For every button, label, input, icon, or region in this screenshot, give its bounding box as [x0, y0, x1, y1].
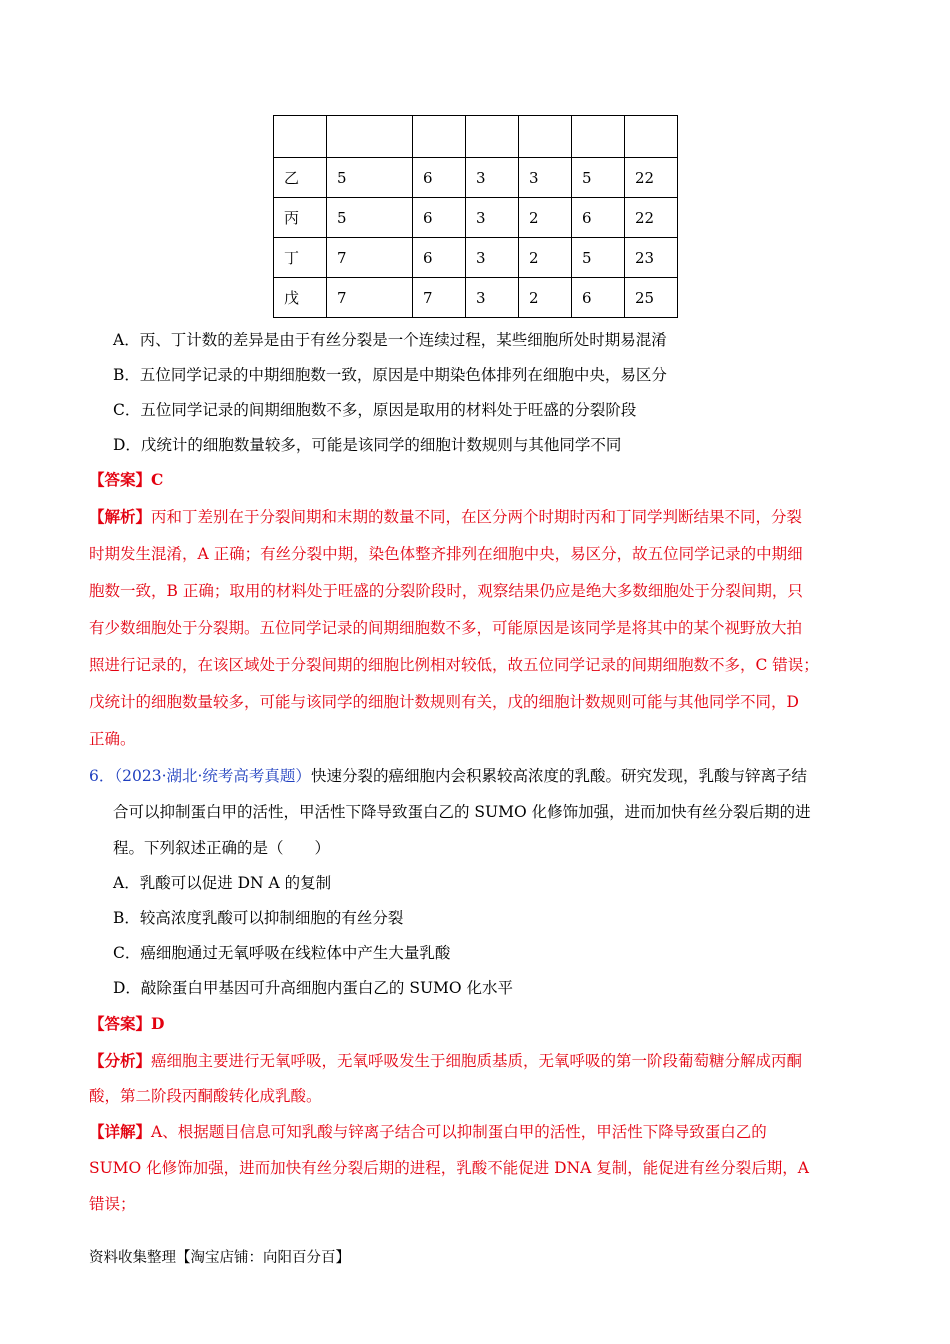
table-cell: 3 [519, 158, 572, 198]
table-cell: 22 [625, 158, 678, 198]
table-cell: 22 [625, 198, 678, 238]
answer-label: 【答案】 [89, 470, 152, 489]
question-source: （2023·湖北·统考高考真题） [114, 767, 311, 785]
q6-option-a: A．乳酸可以促进 DN A 的复制 [113, 874, 332, 892]
table-cell: 乙 [274, 158, 327, 198]
q6-answer [89, 1013, 164, 1035]
table-cell [519, 116, 572, 158]
data-table [273, 115, 678, 318]
table-cell: 5 [572, 158, 625, 198]
table-row [274, 158, 678, 198]
table-cell: 3 [466, 278, 519, 318]
table-cell [572, 116, 625, 158]
page-footer: 资料收集整理【淘宝店铺：向阳百分百】 [89, 1250, 350, 1266]
q6-fenxi-line-2: 酸，第二阶段丙酮酸转化成乳酸。 [89, 1087, 322, 1105]
table-cell: 6 [413, 158, 466, 198]
table-cell [625, 116, 678, 158]
detail-label: 【详解】 [89, 1122, 152, 1141]
table-cell: 3 [466, 198, 519, 238]
question-number: 6． [89, 767, 115, 785]
table-row [274, 116, 678, 158]
q6-stem-line-2: 合可以抑制蛋白甲的活性，甲活性下降导致蛋白乙的 SUMO 化修饰加强，进而加快有丝分裂后期的进 [113, 803, 811, 821]
q6-detail-line-2: SUMO 化修饰加强，进而加快有丝分裂后期的进程，乳酸不能促进 DNA 复制，能促进有丝分裂后期，A [89, 1159, 809, 1177]
fenxi-label: 【分析】 [89, 1051, 152, 1070]
table-cell: 6 [572, 198, 625, 238]
q5-option-d: D．戊统计的细胞数量较多，可能是该同学的细胞计数规则与其他同学不同 [113, 436, 622, 454]
table-cell: 7 [327, 238, 413, 278]
q6-option-d: D．敲除蛋白甲基因可升高细胞内蛋白乙的 SUMO 化水平 [113, 979, 514, 997]
q5-analysis-line-5: 照进行记录的，在该区域处于分裂间期的细胞比例相对较低，故五位同学记录的间期细胞数不多，C 错误； [89, 656, 819, 674]
analysis-label: 【解析】 [89, 507, 152, 526]
table-cell: 3 [466, 238, 519, 278]
q6-option-c: C．癌细胞通过无氧呼吸在线粒体中产生大量乳酸 [113, 944, 451, 962]
q5-analysis-line-2: 时期发生混淆，A 正确；有丝分裂中期，染色体整齐排列在细胞中央，易区分，故五位同学记录的中期细 [89, 545, 803, 563]
q6-fenxi-line-1: 【分析】癌细胞主要进行无氧呼吸，无氧呼吸发生于细胞质基质，无氧呼吸的第一阶段葡萄糖分解成丙酮 [89, 1051, 803, 1070]
q6-option-b: B．较高浓度乳酸可以抑制细胞的有丝分裂 [113, 909, 404, 927]
q5-option-c: C．五位同学记录的间期细胞数不多，原因是取用的材料处于旺盛的分裂阶段 [113, 401, 637, 419]
q5-analysis-line-4: 有少数细胞处于分裂期。五位同学记录的间期细胞数不多，可能原因是该同学是将其中的某个视野放大拍 [89, 619, 803, 637]
table-cell: 6 [413, 198, 466, 238]
table-cell: 2 [519, 198, 572, 238]
table-cell: 丁 [274, 238, 327, 278]
table-cell: 7 [327, 278, 413, 318]
table-cell: 5 [327, 158, 413, 198]
table-cell: 5 [572, 238, 625, 278]
table-cell: 戊 [274, 278, 327, 318]
answer-value: D [151, 1014, 165, 1033]
table-cell [466, 116, 519, 158]
q5-option-b: B．五位同学记录的中期细胞数一致，原因是中期染色体排列在细胞中央，易区分 [113, 366, 667, 384]
table-row [274, 238, 678, 278]
table-cell: 7 [413, 278, 466, 318]
q6-detail-line-1: 【详解】A、根据题目信息可知乳酸与锌离子结合可以抑制蛋白甲的活性，甲活性下降导致蛋白乙的 [89, 1122, 767, 1141]
q5-answer [89, 469, 163, 491]
table-cell: 25 [625, 278, 678, 318]
q6-stem-line-1: 6．（2023·湖北·统考高考真题）快速分裂的癌细胞内会积累较高浓度的乳酸。研究发现，乳酸与锌离子结 [89, 767, 807, 785]
answer-label: 【答案】 [89, 1014, 152, 1033]
table-cell: 2 [519, 238, 572, 278]
table-cell: 3 [466, 158, 519, 198]
table-cell: 丙 [274, 198, 327, 238]
q6-detail-line-3: 错误； [89, 1195, 136, 1213]
answer-value: C [151, 470, 164, 489]
table-row [274, 278, 678, 318]
table-cell: 6 [413, 238, 466, 278]
table-row [274, 198, 678, 238]
table-cell [274, 116, 327, 158]
table-cell [327, 116, 413, 158]
table-cell [413, 116, 466, 158]
q5-analysis-line-6: 戊统计的细胞数量较多，可能与该同学的细胞计数规则有关，戊的细胞计数规则可能与其他同学不同，D [89, 693, 799, 711]
q6-stem-line-3: 程。下列叙述正确的是（ ） [113, 839, 331, 857]
q5-analysis-line-3: 胞数一致，B 正确；取用的材料处于旺盛的分裂阶段时，观察结果仍应是绝大多数细胞处于分裂间期，只 [89, 582, 803, 600]
table-cell: 23 [625, 238, 678, 278]
q5-analysis-line-1: 【解析】丙和丁差别在于分裂间期和末期的数量不同，在区分两个时期时丙和丁同学判断结果不同，分裂 [89, 507, 803, 526]
table-cell: 5 [327, 198, 413, 238]
table-cell: 6 [572, 278, 625, 318]
table-cell: 2 [519, 278, 572, 318]
q5-analysis-line-7: 正确。 [89, 730, 136, 748]
q5-option-a: A．丙、丁计数的差异是由于有丝分裂是一个连续过程，某些细胞所处时期易混淆 [113, 331, 667, 349]
